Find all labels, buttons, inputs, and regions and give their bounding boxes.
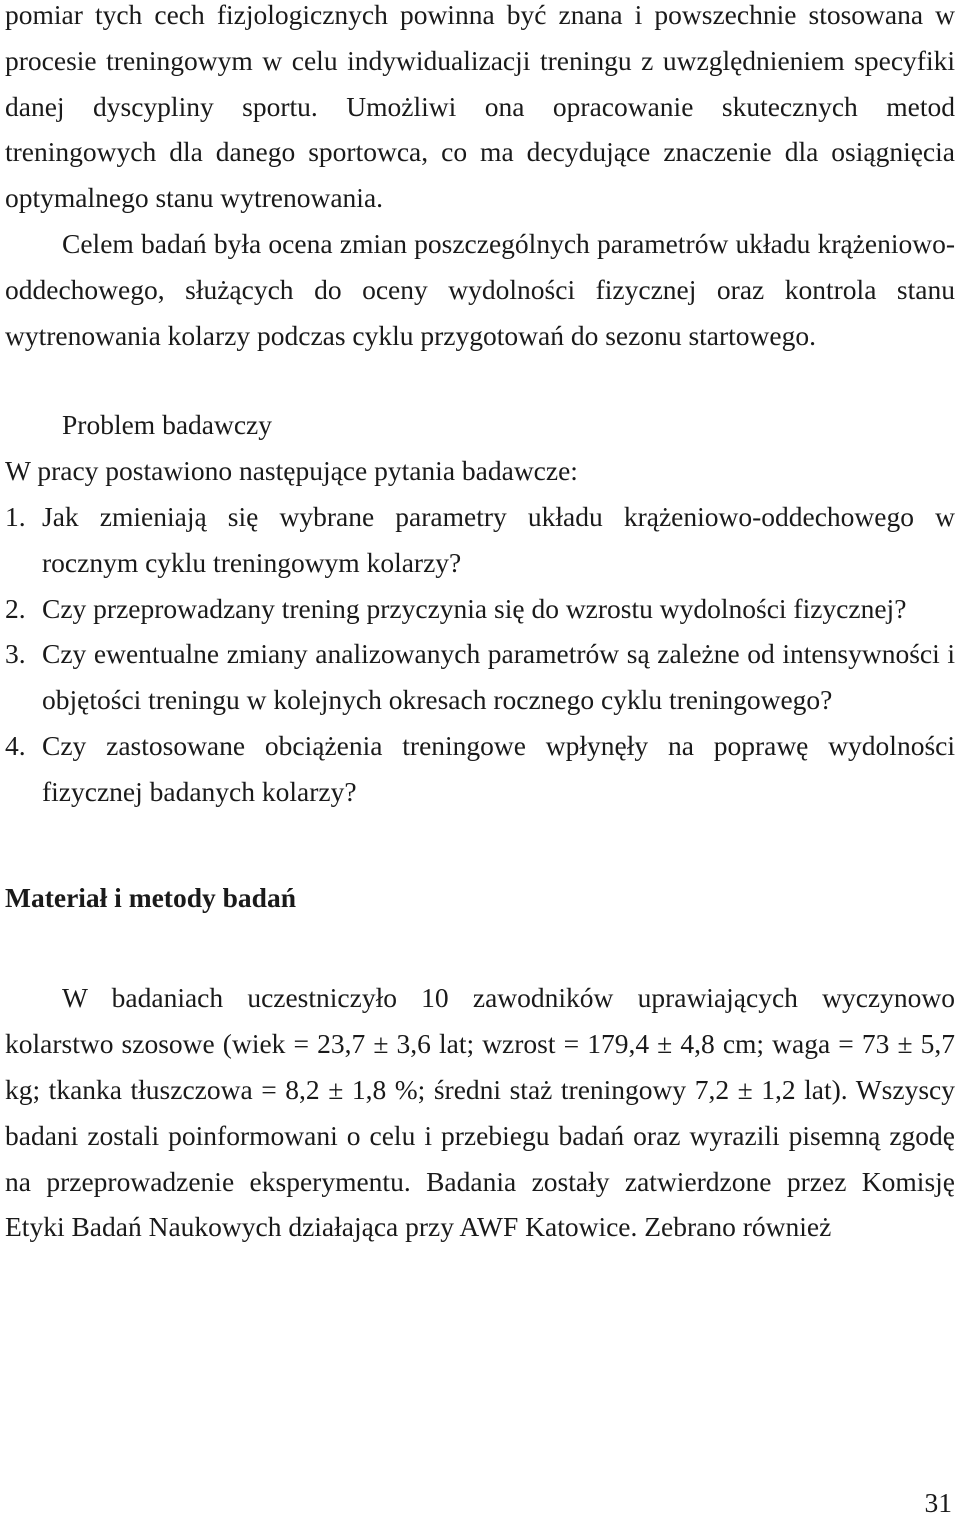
methods-heading: Materiał i metody badań bbox=[5, 881, 297, 913]
intro-paragraph-1: pomiar tych cech fizjologicznych powinna być znana i powszechnie stosowana w procesie treningowym w celu indywidualizacji treningu z uwzględnieniem specyfiki danej dyscypliny sportu. Umożliwi ona opracowanie skutecznych metod treningowych dla danego sportowca, co ma decydujące znaczenie dla osiągnięcia optymalnego stanu wytrenowania. bbox=[5, 0, 955, 214]
page-number: 31 bbox=[924, 1487, 952, 1518]
research-question bbox=[5, 586, 955, 632]
research-question bbox=[5, 494, 955, 586]
question-text: Jak zmieniają się wybrane parametry układu krążeniowo-oddechowego w rocznym cyklu treningowym kolarzy? bbox=[42, 500, 955, 578]
research-question bbox=[5, 723, 955, 815]
question-text: Czy przeprowadzany trening przyczynia się do wzrostu wydolności fizycznej? bbox=[42, 592, 907, 624]
research-question bbox=[5, 631, 955, 723]
problem-intro: W pracy postawiono następujące pytania badawcze: bbox=[5, 455, 578, 487]
methods-paragraph: W badaniach uczestniczyło 10 zawodników uprawiających wyczynowo kolarstwo szosowe (wiek = 23,7 ± 3,6 lat; wzrost = 179,4 ± 4,8 cm; waga = 73 ± 5,7 kg; tkanka tłuszczowa = 8,2 ± 1,8 %; średni staż treningowy 7,2 ± 1,2 lat). Wszyscy badani zostali poinformowani o celu i przebiegu badań oraz wyrazili pisemną zgodę na przeprowadzenie eksperymentu. Badania zostały zatwierdzone przez Komisję Etyki Badań Naukowych działająca przy AWF Katowice. Zebrano również bbox=[5, 982, 955, 1243]
question-text: Czy ewentualne zmiany analizowanych parametrów są zależne od intensywności i objętości treningu w kolejnych okresach rocznego cyklu treningowego? bbox=[42, 638, 955, 716]
question-number: 3. bbox=[5, 638, 26, 670]
question-number: 4. bbox=[5, 729, 26, 761]
question-number: 1. bbox=[5, 500, 26, 532]
question-text: Czy zastosowane obciążenia treningowe wpłynęły na poprawę wydolności fizycznej badanych kolarzy? bbox=[42, 729, 955, 807]
page-body bbox=[5, 0, 955, 1250]
problem-heading: Problem badawczy bbox=[62, 409, 272, 441]
aim-paragraph: Celem badań była ocena zmian poszczególnych parametrów układu krążeniowo-oddechowego, służących do oceny wydolności fizycznej oraz kontrola stanu wytrenowania kolarzy podczas cyklu przygotowań do sezonu startowego. bbox=[5, 227, 955, 351]
research-questions-list bbox=[5, 494, 955, 815]
question-number: 2. bbox=[5, 592, 26, 624]
